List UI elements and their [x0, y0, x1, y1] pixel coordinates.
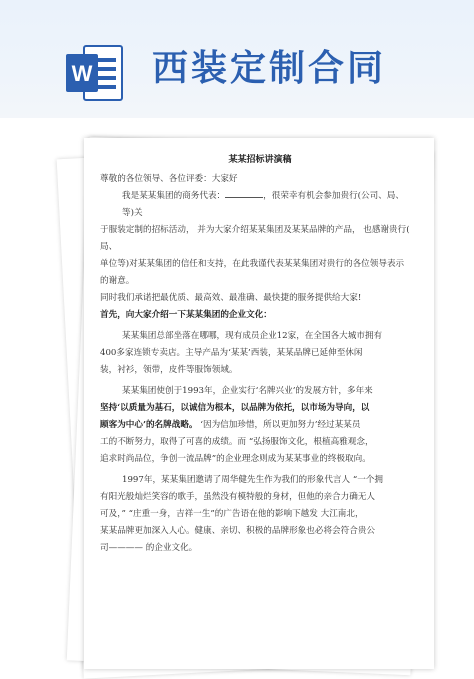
text-run: ，很荣幸有机会参加贵行(公司、局、 [263, 191, 404, 201]
document-title: 某某招标讲演稿 [228, 155, 292, 165]
paragraph-line [100, 188, 420, 205]
paragraph-line [100, 417, 420, 434]
paragraph-line: 某某品牌更加深入人心。健康、亲切、积极的品牌形象也必将会符合贵公 [100, 526, 376, 536]
paragraph-line: 工的不断努力，取得了可喜的成绩。而 “弘扬服饰文化，根植高雅观念， [100, 437, 374, 447]
word-icon-letter: W [71, 61, 93, 86]
paragraph-line: 某某集团总部坐落在哪哪，现有成员企业12家，在全国各大城市拥有 [122, 331, 383, 341]
paragraph-line: 某某集团使创于1993年，企业实行‘名牌兴业’的发展方针，多年来 [122, 386, 373, 396]
paragraph-line: 装，衬衫，领带，皮件等服饰领域。 [100, 365, 238, 375]
paragraph-line-bold: 坚持‘以质量为基石，以诚信为根本，以品牌为依托，以市场为导向，以 [100, 403, 370, 413]
text-run: 我是某某集团的商务代表： [122, 191, 226, 201]
paragraph-line: 于服装定制的招标活动， 并为大家介绍某某集团及某某品牌的产品， 也感谢贵行( [100, 225, 410, 235]
document-body [100, 152, 420, 557]
paragraph-line: 1997年，某某集团邀请了周华健先生作为我们的形象代言人 “一个拥 [122, 475, 384, 485]
fill-blank [225, 188, 263, 198]
paragraph-line: 局、 [100, 242, 118, 252]
paragraph-line: 等)关 [122, 208, 143, 218]
page-title: 西装定制合同 [152, 48, 387, 89]
banner [0, 0, 474, 118]
paragraph-line: 单位等)对某某集团的信任和支持，在此我谨代表某某集团对贵行的各位领导表示 [100, 259, 405, 269]
document-page [84, 138, 434, 669]
text-run: ‘因为信加珍惜，所以更加努力’经过某某员 [200, 420, 361, 430]
salutation: 尊敬的各位领导、各位评委：大家好 [100, 174, 238, 184]
paragraph-line: 的谢意。 [100, 276, 135, 286]
paragraph-line: 有阳光般灿烂笑容的歌手，虽然没有模特般的身材，但他的亲合力确无人 [100, 492, 376, 502]
paragraph-line: 400多家连锁专卖店。主导产品为‘某某’西装，某某品牌已延伸至休闲 [100, 348, 363, 358]
paragraph-line: 同时我们承诺把最优质、最高效、最准确、最快捷的服务提供给大家! [100, 293, 362, 303]
section-heading: 首先，向大家介绍一下某某集团的企业文化： [100, 310, 272, 320]
paragraph-line: 可及，” “庄重一身，吉祥一生”的广告语在他的影响下越发 大江南北， [100, 509, 364, 519]
word-icon [66, 42, 124, 104]
text-run-bold: 顾客为中心’的名牌战略。 [100, 420, 198, 430]
paragraph-line: 司———— 的企业文化。 [100, 543, 198, 553]
paragraph-line: 追求时尚品位，争创一流品牌”的企业理念则成为某某事业的终极取向。 [100, 454, 371, 464]
